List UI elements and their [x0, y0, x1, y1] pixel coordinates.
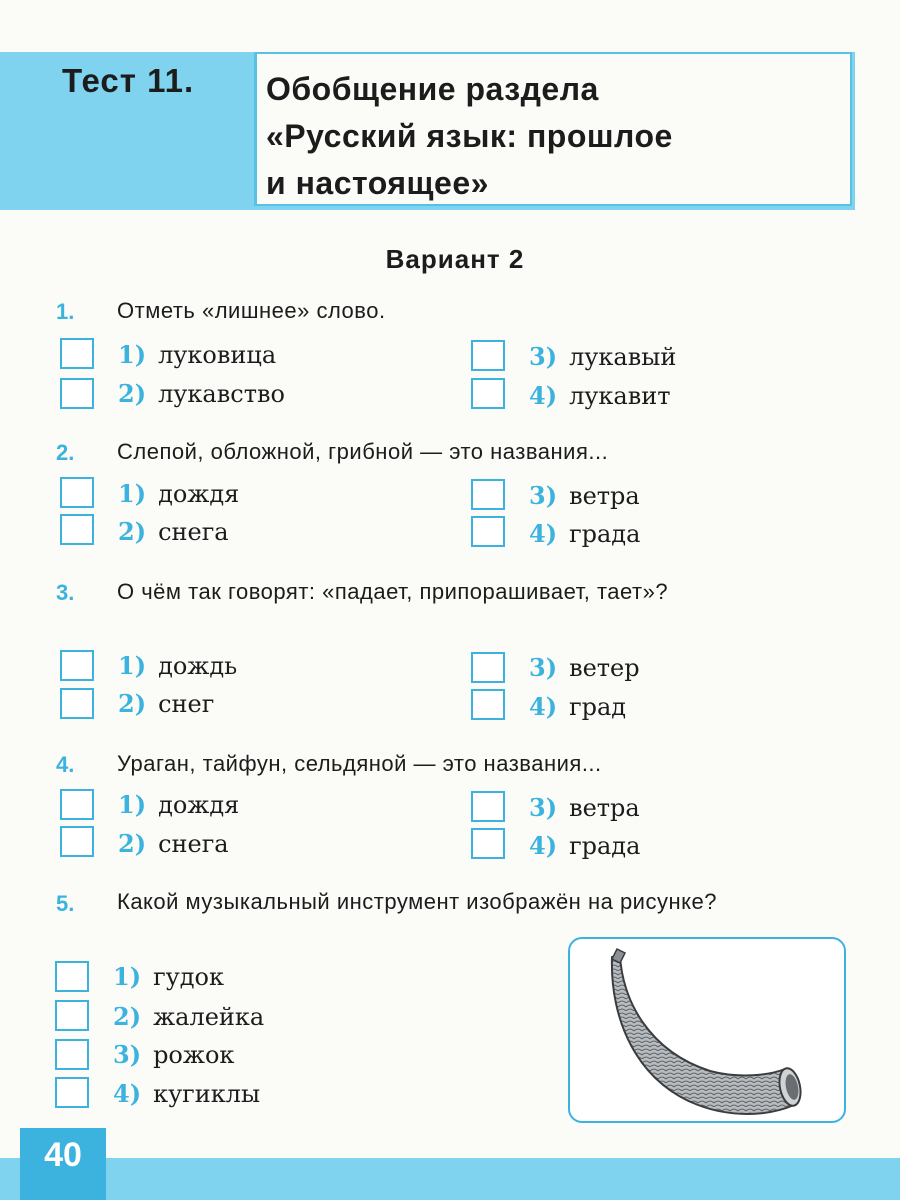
question-1-option-4-checkbox[interactable] — [471, 378, 505, 409]
question-5-option-4: 4) кугиклы — [113, 1079, 261, 1108]
question-1-number: 1. — [56, 299, 75, 324]
question-5-option-2: 2) жалейка — [113, 1002, 265, 1031]
question-1-option-3: 3) лукавый — [529, 342, 677, 371]
question-3-option-4: 4) град — [529, 692, 627, 721]
question-2-option-1-checkbox[interactable] — [60, 477, 94, 508]
question-5-text: Какой музыкальный инструмент изображён на рисунке? — [117, 889, 717, 914]
title-line-3: и настоящее» — [266, 165, 489, 201]
question-5-option-2-checkbox[interactable] — [55, 1000, 89, 1031]
footer-band — [0, 1158, 900, 1200]
variant-title: Вариант 2 — [385, 244, 525, 274]
question-1-text: Отметь «лишнее» слово. — [117, 298, 386, 323]
question-2-option-2: 2) снега — [118, 517, 229, 546]
question-2-option-4: 4) града — [529, 519, 641, 548]
test-label: Тест 11. — [62, 62, 195, 99]
question-1-option-1: 1) луковица — [118, 340, 277, 369]
horn-instrument-icon — [570, 939, 844, 1121]
question-1-option-2-checkbox[interactable] — [60, 378, 94, 409]
question-3-option-1: 1) дождь — [118, 651, 238, 680]
title-line-2: «Русский язык: прошлое — [266, 118, 673, 154]
question-3-option-3-checkbox[interactable] — [471, 652, 505, 683]
question-2-option-2-checkbox[interactable] — [60, 514, 94, 545]
question-4-option-2-checkbox[interactable] — [60, 826, 94, 857]
test-title — [266, 66, 846, 207]
question-1-option-1-checkbox[interactable] — [60, 338, 94, 369]
question-5-option-4-checkbox[interactable] — [55, 1077, 89, 1108]
question-5-option-1: 1) гудок — [113, 962, 224, 991]
question-4-text: Ураган, тайфун, сельдяной — это названия... — [117, 751, 602, 776]
question-4-option-1-checkbox[interactable] — [60, 789, 94, 820]
question-4-number: 4. — [56, 752, 75, 777]
question-2-text: Слепой, обложной, грибной — это названия... — [117, 439, 609, 464]
question-1-option-4: 4) лукавит — [529, 381, 671, 410]
question-5-option-3-checkbox[interactable] — [55, 1039, 89, 1070]
question-4-option-3-checkbox[interactable] — [471, 791, 505, 822]
question-5-option-1-checkbox[interactable] — [55, 961, 89, 992]
title-line-1: Обобщение раздела — [266, 71, 599, 107]
question-2-option-3: 3) ветра — [529, 481, 640, 510]
question-4-option-4-checkbox[interactable] — [471, 828, 505, 859]
question-2-option-1: 1) дождя — [118, 479, 240, 508]
question-3-number: 3. — [56, 580, 75, 605]
question-1-option-3-checkbox[interactable] — [471, 340, 505, 371]
question-4-option-1: 1) дождя — [118, 790, 240, 819]
page-number: 40 — [44, 1136, 82, 1174]
instrument-picture-frame — [568, 937, 846, 1123]
question-3-option-1-checkbox[interactable] — [60, 650, 94, 681]
question-3-option-2-checkbox[interactable] — [60, 688, 94, 719]
question-4-option-3: 3) ветра — [529, 793, 640, 822]
question-2-option-4-checkbox[interactable] — [471, 516, 505, 547]
question-3-option-2: 2) снег — [118, 689, 215, 718]
question-4-option-4: 4) града — [529, 831, 641, 860]
question-5-number: 5. — [56, 891, 75, 916]
question-2-number: 2. — [56, 440, 75, 465]
question-2-option-3-checkbox[interactable] — [471, 479, 505, 510]
question-3-option-4-checkbox[interactable] — [471, 689, 505, 720]
question-1-option-2: 2) лукавство — [118, 379, 285, 408]
question-4-option-2: 2) снега — [118, 829, 229, 858]
question-5-option-3: 3) рожок — [113, 1040, 235, 1069]
question-3-option-3: 3) ветер — [529, 653, 640, 682]
question-3-text: О чём так говорят: «падает, припорашивает, тает»? — [117, 579, 669, 604]
